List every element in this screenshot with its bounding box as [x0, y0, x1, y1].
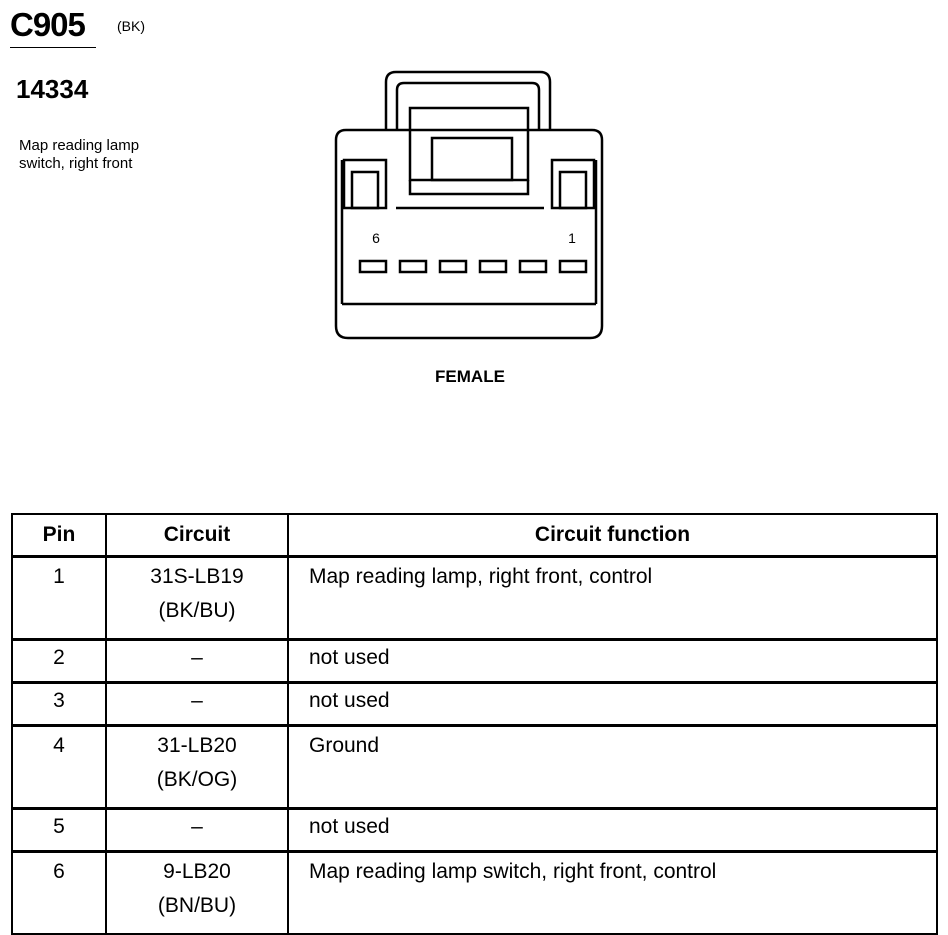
- pin-label-1: 1: [568, 230, 576, 246]
- pin-cavity-5: [400, 261, 426, 272]
- table-row: [12, 852, 937, 935]
- locking-tab-inner: [397, 83, 539, 130]
- circuit-wire-color: (BK/OG): [156, 768, 238, 791]
- circuit-id: –: [106, 809, 288, 852]
- latch-inner: [432, 138, 512, 180]
- circuit-function: not used: [288, 809, 937, 852]
- pin-cavity-6: [360, 261, 386, 272]
- part-number: 14334: [16, 74, 89, 104]
- circuit-id: 31-LB20: [157, 734, 237, 757]
- connector-id: C905: [10, 6, 85, 43]
- circuit-function: Map reading lamp switch, right front, control: [288, 852, 937, 935]
- circuit-id: 31S-LB19: [150, 565, 244, 588]
- pin-number: 2: [12, 640, 106, 683]
- circuit-function: not used: [288, 683, 937, 726]
- connector-face-diagram: [330, 68, 610, 348]
- connector-id-underline: [10, 47, 96, 48]
- pin-number: 3: [12, 683, 106, 726]
- circuit-wire-color: (BN/BU): [157, 894, 237, 917]
- circuit-cell: [106, 726, 288, 809]
- header-pin: Pin: [12, 514, 106, 557]
- pin-number: 6: [12, 852, 106, 935]
- header-function: Circuit function: [288, 514, 937, 557]
- circuit-id: –: [106, 640, 288, 683]
- pin-number: 4: [12, 726, 106, 809]
- table-row: [12, 809, 937, 852]
- connector-gender-label: FEMALE: [435, 367, 505, 386]
- pin-cavity-1: [560, 261, 586, 272]
- pin-cavity-4: [440, 261, 466, 272]
- circuit-cell: [106, 557, 288, 640]
- circuit-cell: [106, 852, 288, 935]
- table-row: [12, 683, 937, 726]
- circuit-function: Ground: [288, 726, 937, 809]
- pin-cavities: [360, 261, 586, 272]
- pin-cavity-3: [480, 261, 506, 272]
- pin-number: 1: [12, 557, 106, 640]
- table-header-row: [12, 514, 937, 557]
- pin-number: 5: [12, 809, 106, 852]
- key-slot-right: [552, 160, 594, 208]
- pin-label-6: 6: [372, 230, 380, 246]
- latch-window: [410, 108, 528, 180]
- circuit-id: –: [106, 683, 288, 726]
- connector-description: Map reading lamp switch, right front: [19, 137, 140, 172]
- circuit-wire-color: (BK/BU): [158, 599, 236, 622]
- circuit-function: Map reading lamp, right front, control: [288, 557, 937, 640]
- header-circuit: Circuit: [106, 514, 288, 557]
- key-slot-left: [344, 160, 386, 208]
- table-row: [12, 640, 937, 683]
- pin-cavity-2: [520, 261, 546, 272]
- connector-color-code: (BK): [117, 18, 145, 34]
- table-row: [12, 557, 937, 640]
- table-row: [12, 726, 937, 809]
- pinout-table: [11, 513, 938, 935]
- circuit-function: not used: [288, 640, 937, 683]
- circuit-id: 9-LB20: [163, 860, 231, 883]
